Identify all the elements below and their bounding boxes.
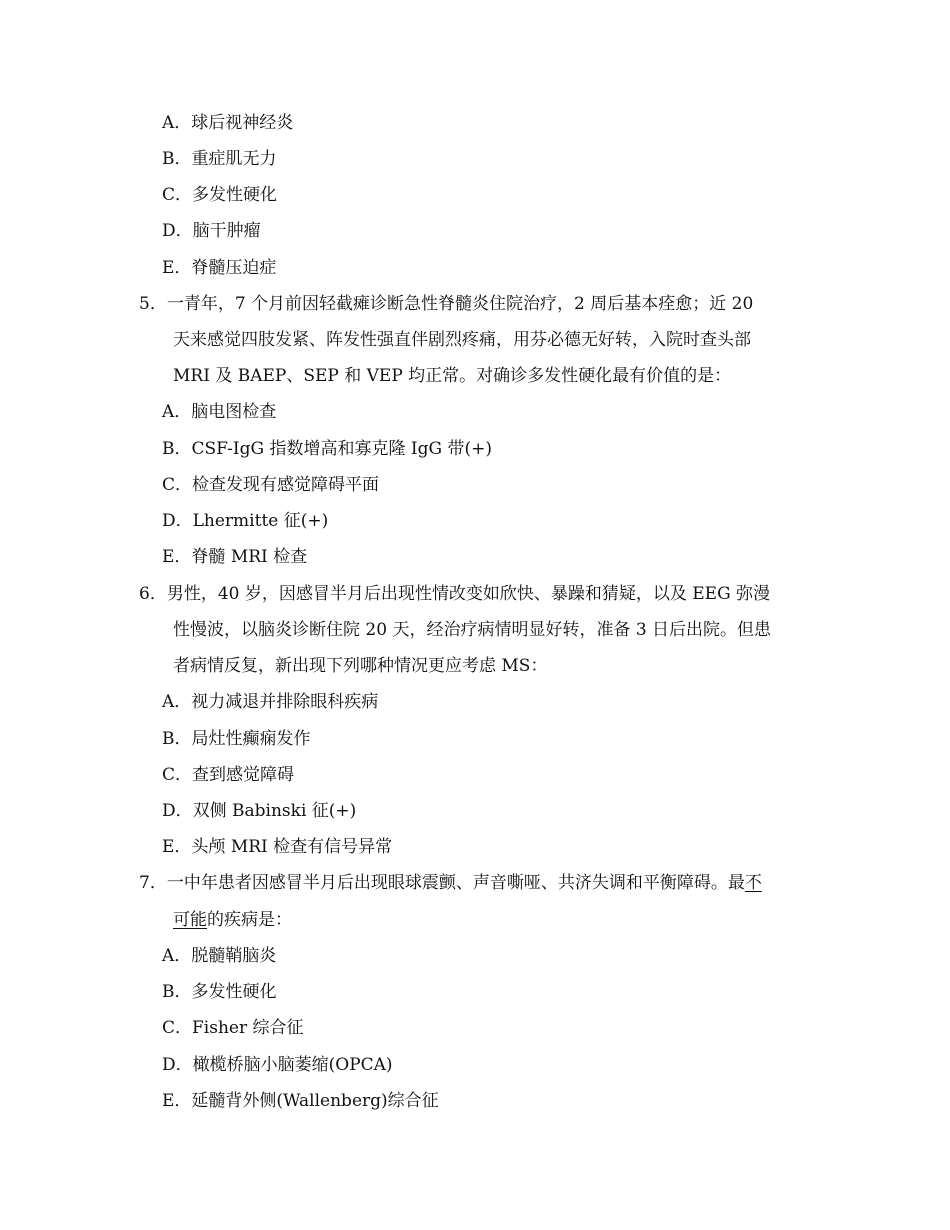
q5-option-d: D．Lhermitte 征(+)	[162, 511, 329, 531]
q7-stem-line-1	[139, 873, 762, 893]
q6-option-e: E．头颅 MRI 检查有信号异常	[162, 837, 393, 857]
q4-option-e: E．脊髓压迫症	[162, 258, 277, 278]
q5-stem-line-3: MRI 及 BAEP、SEP 和 VEP 均正常。对确诊多发性硬化最有价值的是：	[173, 366, 732, 386]
q7-stem-tail: 的疾病是：	[207, 910, 292, 930]
q6-stem-line-3: 者病情反复，新出现下列哪种情况更应考虑 MS：	[173, 656, 548, 676]
q4-option-b: B．重症肌无力	[162, 149, 277, 169]
q6-stem-line-1: 6．男性，40 岁，因感冒半月后出现性情改变如欣快、暴躁和猜疑，以及 EEG 弥漫	[139, 584, 771, 604]
q7-option-c: C．Fisher 综合征	[162, 1018, 304, 1038]
q6-stem-line-2: 性慢波，以脑炎诊断住院 20 天，经治疗病情明显好转，准备 3 日后出院。但患	[173, 620, 772, 640]
q5-option-c: C．检查发现有感觉障碍平面	[162, 475, 380, 495]
q5-stem-line-2: 天来感觉四肢发紧、阵发性强直伴剧烈疼痛，用芬必德无好转，入院时查头部	[173, 330, 751, 350]
q7-emphasis-keneng: 可能	[173, 910, 207, 930]
q7-option-e: E．延髓背外侧(Wallenberg)综合征	[162, 1091, 439, 1111]
q7-option-d: D．橄榄桥脑小脑萎缩(OPCA)	[162, 1055, 393, 1075]
q7-stem-line-2	[173, 910, 292, 930]
q6-option-c: C．查到感觉障碍	[162, 765, 295, 785]
q6-option-a: A．视力减退并排除眼科疾病	[162, 692, 379, 712]
q5-stem-line-1: 5．一青年，7 个月前因轻截瘫诊断急性脊髓炎住院治疗，2 周后基本痊愈；近 20	[139, 294, 754, 314]
q6-option-b: B．局灶性癫痫发作	[162, 729, 311, 749]
q7-emphasis-bu: 不	[744, 873, 762, 893]
q7-option-a: A．脱髓鞘脑炎	[162, 946, 277, 966]
q4-option-d: D．脑干肿瘤	[162, 221, 261, 241]
q4-option-a: A．球后视神经炎	[162, 113, 294, 133]
q5-option-a: A．脑电图检查	[162, 402, 277, 422]
q6-option-d: D．双侧 Babinski 征(+)	[162, 801, 357, 821]
q7-option-b: B．多发性硬化	[162, 982, 277, 1002]
q4-option-c: C．多发性硬化	[162, 185, 278, 205]
q5-option-b: B．CSF-IgG 指数增高和寡克隆 IgG 带(+)	[162, 439, 492, 459]
q5-option-e: E．脊髓 MRI 检查	[162, 547, 308, 567]
q7-stem-text: 7．一中年患者因感冒半月后出现眼球震颤、声音嘶哑、共济失调和平衡障碍。最	[139, 873, 745, 893]
